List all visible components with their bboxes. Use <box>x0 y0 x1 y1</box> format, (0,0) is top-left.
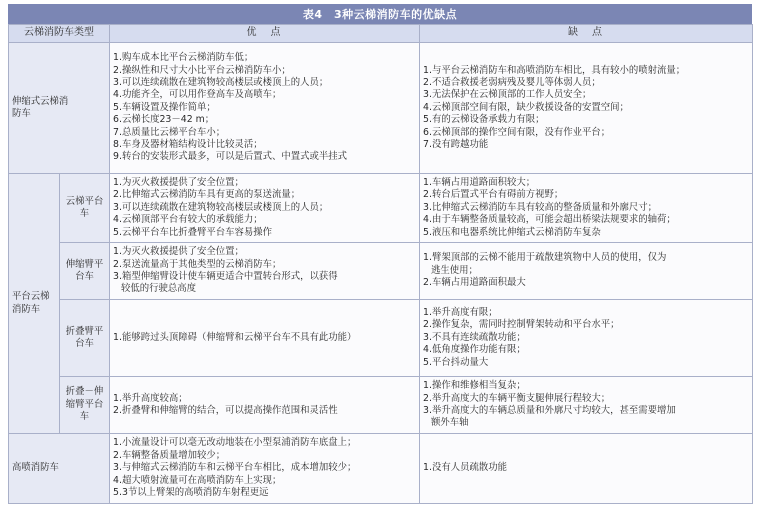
list-item: 6.云梯长度23－42 m； <box>113 114 215 126</box>
cons-telescopic-boom <box>420 243 753 300</box>
list-item: 额外车轴 <box>431 417 469 429</box>
pros-folding-boom <box>110 300 420 377</box>
row-folding-boom <box>9 300 753 377</box>
header-pros: 优 点 <box>110 25 420 43</box>
list-item: 2.车辆占用道路面积最大 <box>423 277 526 289</box>
list-item: 1.举升高度较高； <box>113 392 188 404</box>
pros-telescopic-boom <box>110 243 420 300</box>
list-item: 2.泵送流量高于其他类型的云梯消防车； <box>113 258 282 270</box>
list-item: 1.操作和维修相当复杂； <box>423 380 526 392</box>
list-item: 4.云梯顶部平台有较大的承载能力； <box>113 214 263 226</box>
list-item: 1.臂架顶部的云梯不能用于疏散建筑物中人员的使用，仅为 <box>423 252 667 264</box>
pros-high-spray <box>110 434 420 504</box>
list-item: 1.没有人员疏散功能 <box>423 462 507 474</box>
list-item: 2.比伸缩式云梯消防车具有更高的泵送流量； <box>113 189 301 201</box>
type-high-spray-label: 高喷消防车 <box>12 462 59 474</box>
cons-folding-boom <box>420 300 753 377</box>
list-item: 2.操作复杂，需同时控制臂架转动和平台水平； <box>423 319 620 331</box>
list-item: 2.操纵性和尺寸大小比平台云梯消防车小； <box>113 64 291 76</box>
list-item: 1.为灭火救援提供了安全位置； <box>113 176 244 188</box>
list-item: 5.3节以上臂架的高喷消防车射程更远 <box>113 487 269 499</box>
list-item: 1.购车成本比平台云梯消防车低； <box>113 52 254 64</box>
cons-telescopic <box>420 43 753 174</box>
type-telescopic <box>9 43 110 174</box>
list-item: 逃生使用； <box>431 264 478 276</box>
type-platform <box>9 174 60 434</box>
list-item: 4.由于车辆整备质量较高，可能会超出桥梁法规要求的轴荷； <box>423 214 676 226</box>
list-item: 1.与平台云梯消防车和高喷消防车相比，具有较小的喷射流量； <box>423 64 686 76</box>
header-cons: 缺 点 <box>420 25 753 43</box>
cons-ladder-platform <box>420 174 753 243</box>
list-item: 9.转台的安装形式最多，可以是后置式、中置式或半挂式 <box>113 151 347 163</box>
comparison-table <box>8 24 753 504</box>
list-item: 2.转台后置式平台有碍前方视野； <box>423 189 564 201</box>
list-item: 3.比伸缩式云梯消防车具有较高的整备质量和外廓尺寸； <box>423 201 657 213</box>
list-item: 6.云梯顶部的操作空间有限，没有作业平台； <box>423 126 611 138</box>
list-item: 4.超大喷射流量可在高喷消防车上实现； <box>113 474 282 486</box>
list-item: 8.车身及器材箱结构设计比较灵活； <box>113 139 263 151</box>
list-item: 3.无法保护在云梯顶部的工作人员安全； <box>423 89 592 101</box>
subtype-telescopic-boom-label: 伸缩臂平台车 <box>65 258 104 282</box>
list-item: 2.车辆整备质量增加较少； <box>113 449 226 461</box>
subtype-folding-boom-label: 折叠臂平台车 <box>65 325 104 349</box>
type-platform-label: 平台云梯消防车 <box>12 291 50 315</box>
row-high-spray <box>9 434 753 504</box>
list-item: 4.功能齐全，可以用作登高车及高喷车； <box>113 89 282 101</box>
list-item: 5.液压和电器系统比伸缩式云梯消防车复杂 <box>423 226 601 238</box>
type-high-spray <box>9 434 110 504</box>
subtype-ladder-platform <box>60 174 110 243</box>
header-type: 云梯消防车类型 <box>9 25 110 43</box>
list-item: 5.平台抖动量大 <box>423 356 489 368</box>
list-item: 较低的行驶总高度 <box>121 283 197 295</box>
list-item: 1.为灭火救援提供了安全位置； <box>113 246 244 258</box>
cons-folding-telescopic <box>420 377 753 434</box>
list-item: 3.不具有连续疏散功能； <box>423 331 526 343</box>
list-item: 7.没有跨越功能 <box>423 139 489 151</box>
list-item: 5.车辆设置及操作简单； <box>113 101 216 113</box>
list-item: 2.折叠臂和伸缩臂的结合，可以提高操作范围和灵活性 <box>113 405 338 416</box>
list-item: 4.低角度操作功能有限； <box>423 344 526 356</box>
list-item: 3.可以连续疏散在建筑物较高楼层或楼顶上的人员； <box>113 76 329 88</box>
list-item: 1.小流量设计可以毫无改动地装在小型泵浦消防车底盘上； <box>113 437 357 449</box>
row-telescopic <box>9 43 753 174</box>
subtype-folding-telescopic-label: 折叠－伸缩臂平台车 <box>65 386 104 423</box>
list-item: 5.有的云梯设备承载力有限； <box>423 114 545 126</box>
list-item: 5.云梯平台车比折叠臂平台车容易操作 <box>113 226 272 238</box>
subtype-telescopic-boom <box>60 243 110 300</box>
list-item: 3.箱型伸缩臂设计使车辆更适合中置转台形式，以获得 <box>113 271 338 282</box>
subtype-folding-boom <box>60 300 110 377</box>
pros-folding-telescopic <box>110 377 420 434</box>
row-folding-telescopic <box>9 377 753 434</box>
subtype-ladder-platform-label: 云梯平台车 <box>65 195 104 219</box>
table-title: 表4 3种云梯消防车的优缺点 <box>8 4 752 24</box>
header-row <box>9 25 753 43</box>
row-telescopic-boom <box>9 243 753 300</box>
list-item: 2.不适合救援老弱病残及婴儿等体弱人员； <box>423 76 601 88</box>
cons-high-spray <box>420 434 753 504</box>
row-ladder-platform <box>9 174 753 243</box>
subtype-folding-telescopic <box>60 377 110 434</box>
list-item: 1.能够跨过头顶障碍（伸缩臂和云梯平台车不具有此功能） <box>113 331 357 343</box>
list-item: 3.举升高度大的车辆总质量和外廓尺寸均较大，甚至需要增加 <box>423 405 676 416</box>
pros-telescopic <box>110 43 420 174</box>
list-item: 3.可以连续疏散在建筑物较高楼层或楼顶上的人员； <box>113 201 329 213</box>
list-item: 3.与伸缩式云梯消防车和云梯平台车相比，成本增加较少； <box>113 462 357 474</box>
list-item: 7.总质量比云梯平台车小； <box>113 126 226 138</box>
list-item: 1.车辆占用道路面积较大； <box>423 176 536 188</box>
list-item: 1.举升高度有限； <box>423 306 498 318</box>
list-item: 2.举升高度大的车辆平衡支腿伸展行程较大； <box>423 392 611 404</box>
pros-ladder-platform <box>110 174 420 243</box>
type-telescopic-label: 伸缩式云梯消防车 <box>12 95 69 119</box>
list-item: 4.云梯顶部空间有限，缺少救援设备的安置空间； <box>423 101 629 113</box>
